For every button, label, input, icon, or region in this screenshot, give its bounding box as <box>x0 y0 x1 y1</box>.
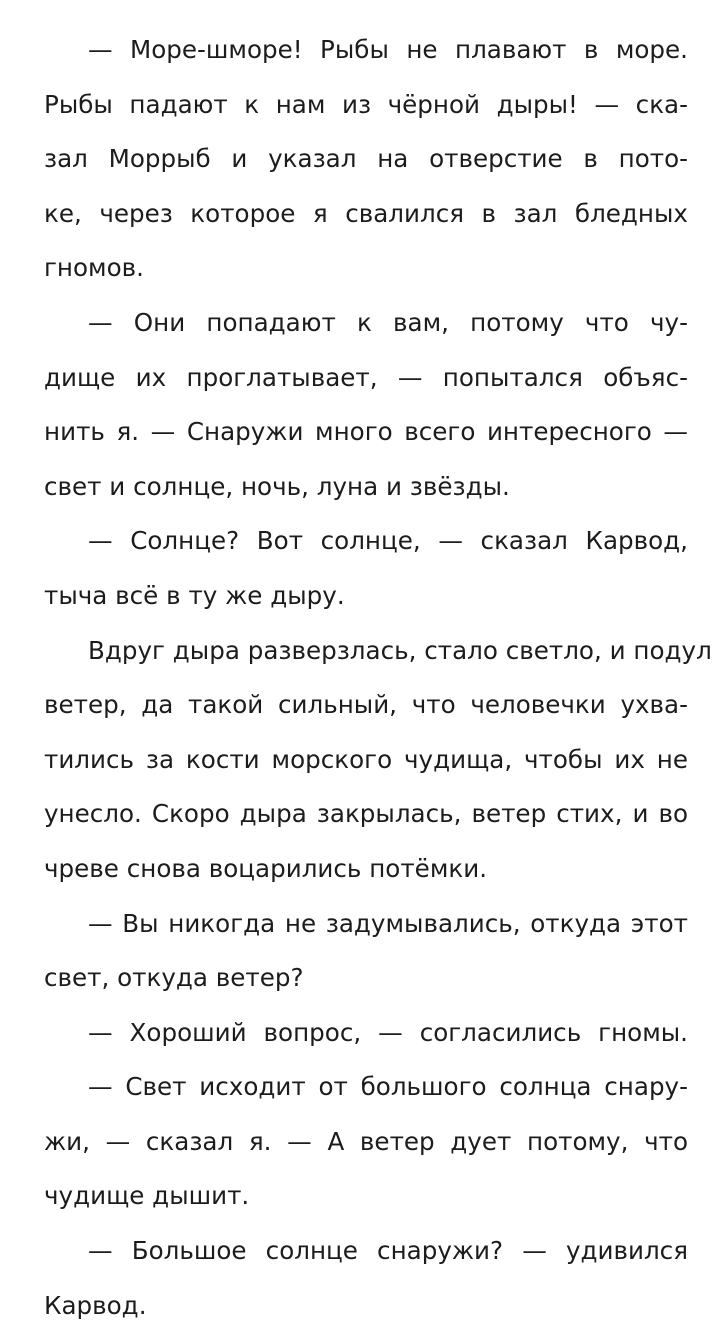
text-line: гномов. <box>44 253 144 283</box>
text-line: унесло. Скоро дыра закрылась, ветер стих, и во <box>44 799 688 829</box>
text-line: чудище дышит. <box>44 1181 250 1211</box>
text-line: дище их проглатывает, — попытался объяс- <box>44 362 688 392</box>
text-line: нить я. — Снаружи много всего интересного — <box>44 417 688 447</box>
text-line: — Вы никогда не задумывались, откуда этот <box>88 908 688 938</box>
text-line: — Свет исходит от большого солнца снару- <box>88 1072 688 1102</box>
text-line: — Они попадают к вам, потому что чу- <box>88 307 688 337</box>
text-line: — Море-шморе! Рыбы не плавают в море. <box>88 35 688 64</box>
text-line: Карвод. <box>44 1290 147 1320</box>
story-text <box>44 23 712 1333</box>
text-line: свет и солнце, ночь, луна и звёзды. <box>44 471 510 501</box>
text-line: ке, через которое я свалился в зал бледных <box>44 198 688 228</box>
text-line: чреве снова воцарились потёмки. <box>44 853 488 883</box>
text-line: ветер, да такой сильный, что человечки ухва- <box>44 690 688 720</box>
text-line: тились за кости морского чудища, чтобы их не <box>44 744 688 774</box>
text-line: — Хороший вопрос, — согласились гномы. <box>88 1017 688 1047</box>
text-line: Вдруг дыра разверзлась, стало светло, и подул <box>88 635 712 665</box>
text-line: — Большое солнце снаружи? — удивился <box>88 1236 688 1266</box>
text-line: зал Моррыб и указал на отверстие в пото- <box>44 144 688 174</box>
text-line: жи, — сказал я. — А ветер дует потому, что <box>44 1126 688 1156</box>
text-line: — Солнце? Вот солнце, — сказал Карвод, <box>88 526 688 556</box>
text-line: свет, откуда ветер? <box>44 963 304 993</box>
text-line: Рыбы падают к нам из чёрной дыры! — ска- <box>44 89 688 119</box>
text-line: тыча всё в ту же дыру. <box>44 580 345 610</box>
